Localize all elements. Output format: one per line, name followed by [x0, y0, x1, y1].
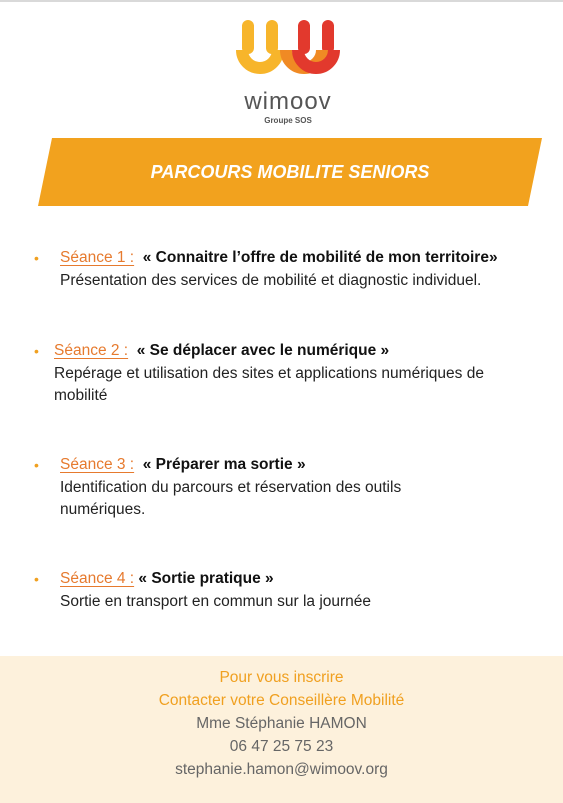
- session-description: mobilité: [54, 387, 108, 404]
- session-title: « Se déplacer avec le numérique »: [136, 342, 390, 359]
- session-title: « Sortie pratique »: [138, 570, 274, 587]
- contact-phone: 06 47 25 75 23: [229, 738, 334, 755]
- session-heading: [54, 340, 389, 362]
- bullet: •: [34, 250, 39, 266]
- register-heading: Pour vous inscrire: [219, 669, 344, 686]
- session-label: Séance 3 :: [60, 456, 135, 473]
- contact-name: Mme Stéphanie HAMON: [196, 715, 367, 732]
- logo-wordmark: wimoov: [244, 88, 332, 115]
- wimoov-logo: [232, 12, 344, 124]
- bullet: •: [34, 457, 39, 473]
- session-description: numériques.: [60, 501, 146, 518]
- session-label: Séance 2 :: [54, 342, 129, 359]
- session-description: Sortie en transport en commun sur la journée: [60, 593, 372, 610]
- session-label: Séance 1 :: [60, 249, 135, 266]
- title-banner: [38, 138, 542, 206]
- wimoov-logo-mark: [236, 20, 340, 82]
- session-heading: [60, 568, 274, 590]
- session-title: « Connaitre l’offre de mobilité de mon territoire»: [142, 249, 498, 266]
- session-description: Présentation des services de mobilité et diagnostic individuel.: [60, 272, 482, 289]
- session-description: Identification du parcours et réservation des outils: [60, 479, 402, 496]
- contact-instruction: Contacter votre Conseillère Mobilité: [158, 692, 405, 709]
- session-heading: [60, 454, 306, 476]
- bullet: •: [34, 571, 39, 587]
- session-heading: [60, 247, 498, 269]
- contact-email: stephanie.hamon@wimoov.org: [175, 761, 388, 778]
- session-description: Repérage et utilisation des sites et applications numériques de: [54, 365, 484, 382]
- contact-footer: [0, 656, 563, 803]
- banner-title: PARCOURS MOBILITE SENIORS: [150, 161, 430, 182]
- session-label: Séance 4 :: [60, 570, 135, 587]
- bullet: •: [34, 343, 39, 359]
- top-divider: [0, 0, 563, 2]
- logo-group: Groupe SOS: [264, 116, 312, 125]
- session-title: « Préparer ma sortie »: [142, 456, 306, 473]
